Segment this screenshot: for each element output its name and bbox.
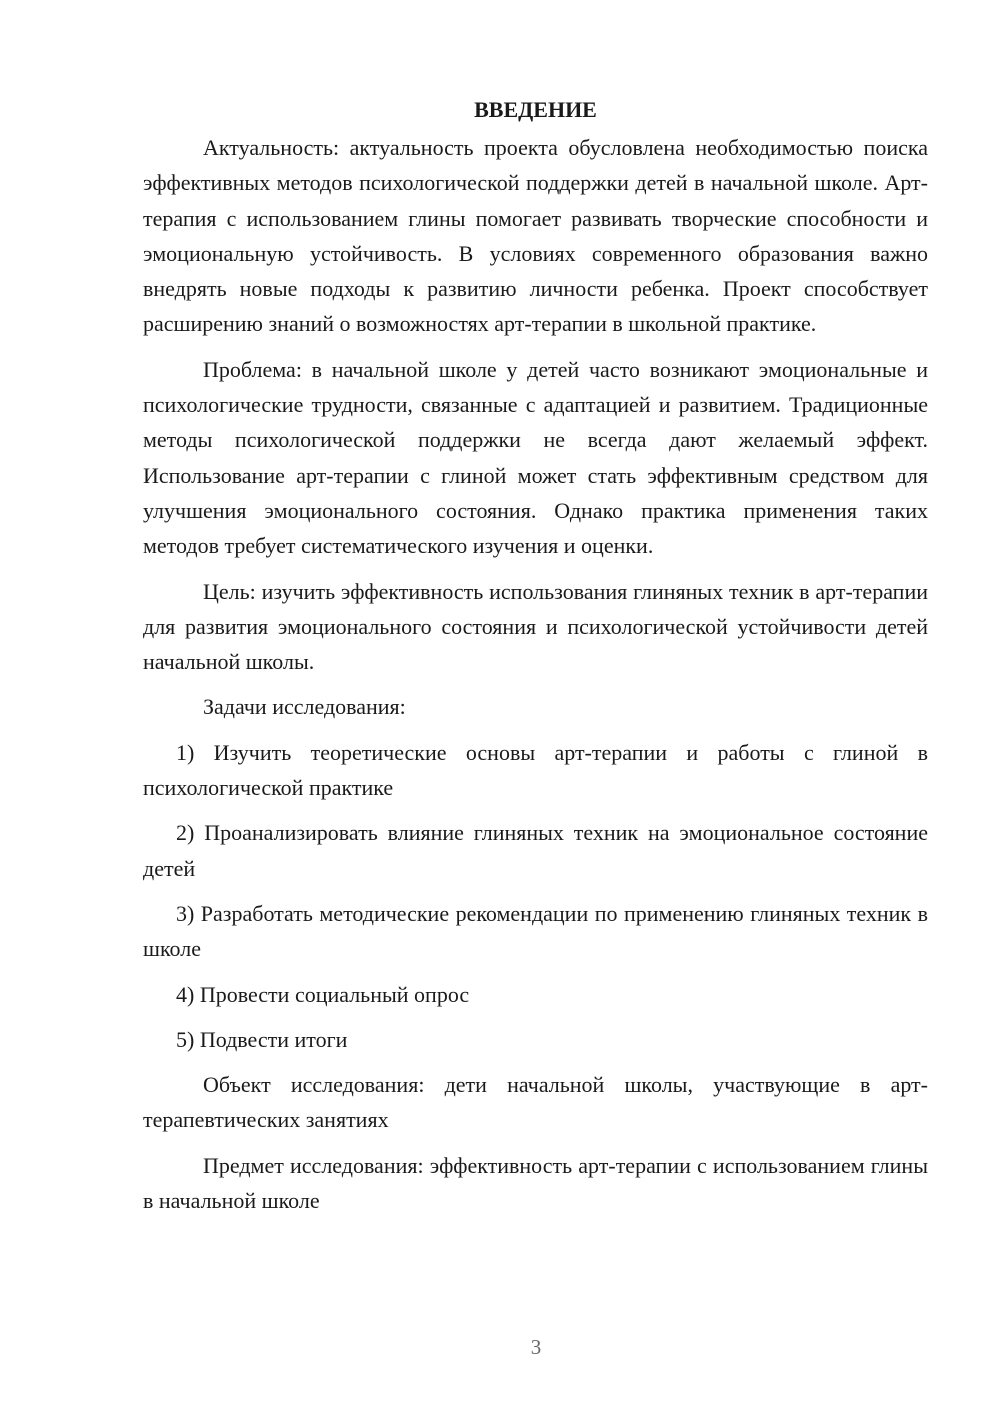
list-item: 2) Проанализировать влияние глиняных техник на эмоциональное состояние детей xyxy=(143,820,928,881)
list-item: 5) Подвести итоги xyxy=(176,1026,348,1052)
list-item: 1) Изучить теоретические основы арт-терапии и работы с глиной в психологической практике xyxy=(143,739,928,801)
subject-paragraph: Предмет исследования: эффективность арт-терапии с использованием глины в начальной школе xyxy=(143,1152,928,1214)
list-item: 3) Разработать методические рекомендации по применению глиняных техник в школе xyxy=(143,900,928,962)
page-number: 3 xyxy=(530,1335,542,1359)
goal-paragraph: Цель: изучить эффективность использования глиняных техник в арт-терапии для развития эмоционального состояния и психологической устойчивости детей начальной школы. xyxy=(143,578,928,675)
problem-paragraph: Проблема: в начальной школе у детей часто возникают эмоциональные и психологические трудности, связанные с адаптацией и развитием. Традиционные методы психологической поддержки не всегда дают желаемый эффект. Использование арт-терапии с глиной может стать эффективным средством для улучшения эмоционального состояния. Однако практика применения таких методов требует систематического изучения и оценки. xyxy=(143,356,928,559)
relevance-paragraph: Актуальность: актуальность проекта обусловлена необходимостью поиска эффективных методов психологической поддержки детей в начальной школе. Арт-терапия с использованием глины помогает развивать творческие способности и эмоциональную устойчивость. В условиях современного образования важно внедрять новые подходы к развитию личности ребенка. Проект способствует расширению знаний о возможностях арт-терапии в школьной практике. xyxy=(143,135,928,337)
object-paragraph: Объект исследования: дети начальной школы, участвующие в арт-терапевтических занятиях xyxy=(143,1072,928,1133)
tasks-heading: Задачи исследования: xyxy=(203,694,406,720)
tasks-list xyxy=(143,735,928,1057)
document-page xyxy=(143,92,928,1228)
section-heading: ВВЕДЕНИЕ xyxy=(474,97,597,122)
list-item: 4) Провести социальный опрос xyxy=(176,981,470,1007)
